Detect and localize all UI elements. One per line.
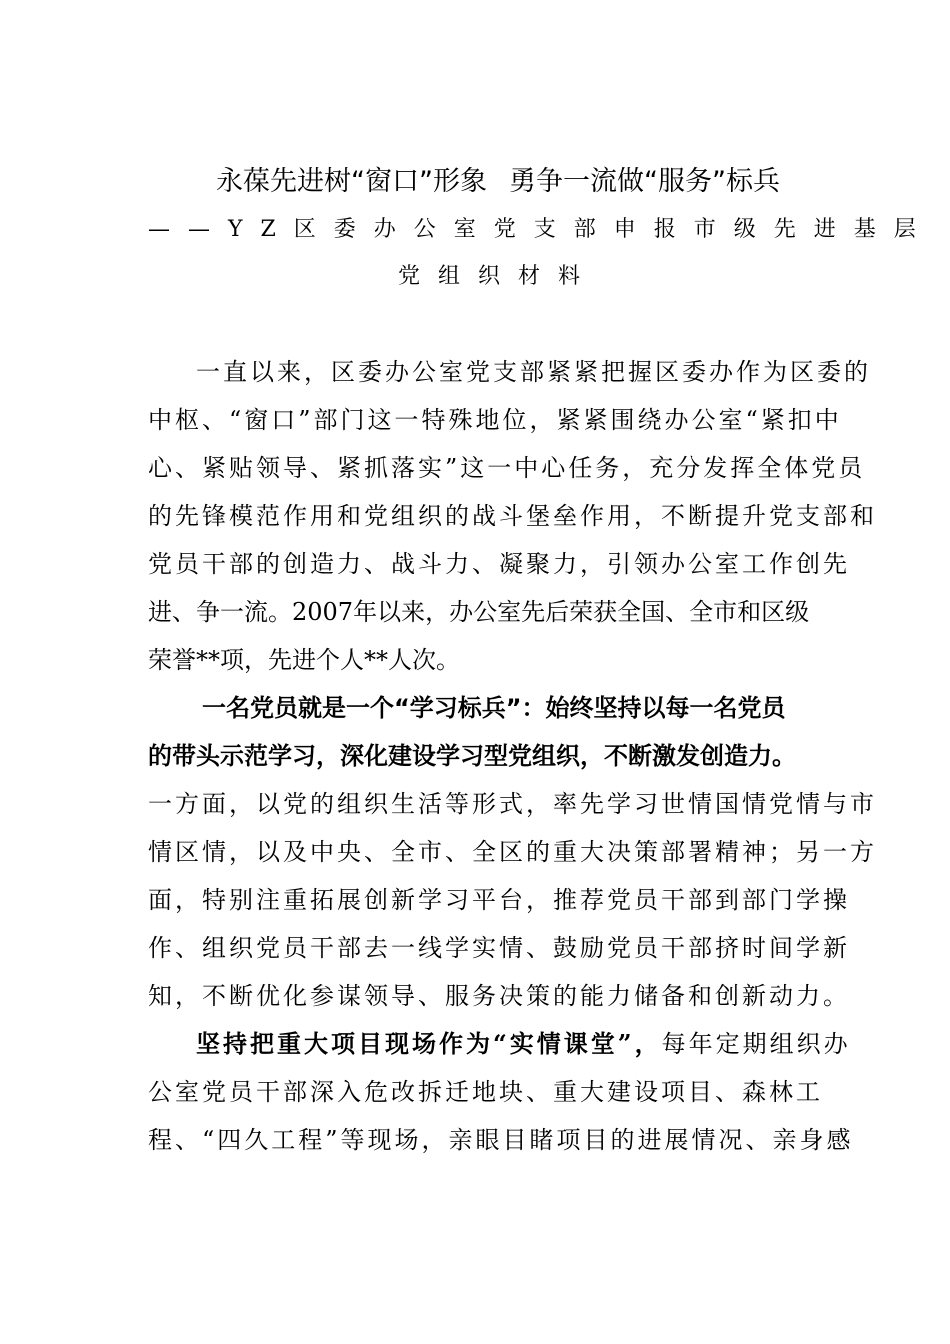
para1-line-6: 进、争一流。2007年以来，办公室先后荣获全国、全市和区级 — [148, 598, 810, 626]
title-part-2: 勇争一流做“服务”标兵 — [509, 166, 780, 197]
para2-line-1: 一方面，以党的组织生活等形式，率先学习世情国情党情与市 — [148, 790, 877, 818]
para1-line-3: 心、紧贴领导、紧抓落实”这一中心任务，充分发挥全体党员 — [148, 454, 866, 482]
para1-line-4: 的先锋模范作用和党组织的战斗堡垒作用，不断提升党支部和 — [148, 502, 877, 530]
para3-line-3: 程、“四久工程”等现场，亲眼目睹项目的进展情况、亲身感 — [148, 1126, 854, 1154]
title-part-1: 永葆先进树“窗口”形象 — [216, 166, 487, 197]
document-title — [148, 164, 848, 200]
para2-line-4: 作、组织党员干部去一线学实情、鼓励党员干部挤时间学新 — [148, 934, 850, 962]
subtitle-line-2: 党组织材料 — [397, 264, 598, 289]
para3-first-rest: 每年定期组织办 — [661, 1030, 851, 1058]
para3-lead: 坚持把重大项目现场作为“实情课堂”， — [196, 1029, 662, 1058]
para1-line-1: 一直以来，区委办公室党支部紧紧把握区委办作为区委的 — [196, 358, 871, 386]
para2-line-3: 面，特别注重拓展创新学习平台，推荐党员干部到部门学操 — [148, 886, 850, 914]
para2-line-2: 情区情，以及中央、全市、全区的重大决策部署精神；另一方 — [148, 838, 877, 866]
subtitle-line-1: ——YZ区委办公室党支部申报市级先进基层 — [148, 217, 934, 242]
para1-line-5: 党员干部的创造力、战斗力、凝聚力，引领办公室工作创先 — [148, 550, 850, 578]
para1-line-2: 中枢、“窗口”部门这一特殊地位，紧紧围绕办公室“紧扣中 — [148, 406, 842, 434]
para2-heading-line-1: 一名党员就是一个“学习标兵”：始终坚持以每一名党员 — [202, 694, 786, 722]
para1-line-7: 荣誉**项，先进个人**人次。 — [148, 646, 460, 674]
para3-line-2: 公室党员干部深入危改拆迁地块、重大建设项目、森林工 — [148, 1078, 823, 1106]
para2-heading-line-2: 的带头示范学习，深化建设学习型党组织，不断激发创造力。 — [148, 742, 796, 770]
para2-line-5: 知，不断优化参谋领导、服务决策的能力储备和创新动力。 — [148, 982, 850, 1010]
para3-line-1 — [148, 1020, 851, 1068]
